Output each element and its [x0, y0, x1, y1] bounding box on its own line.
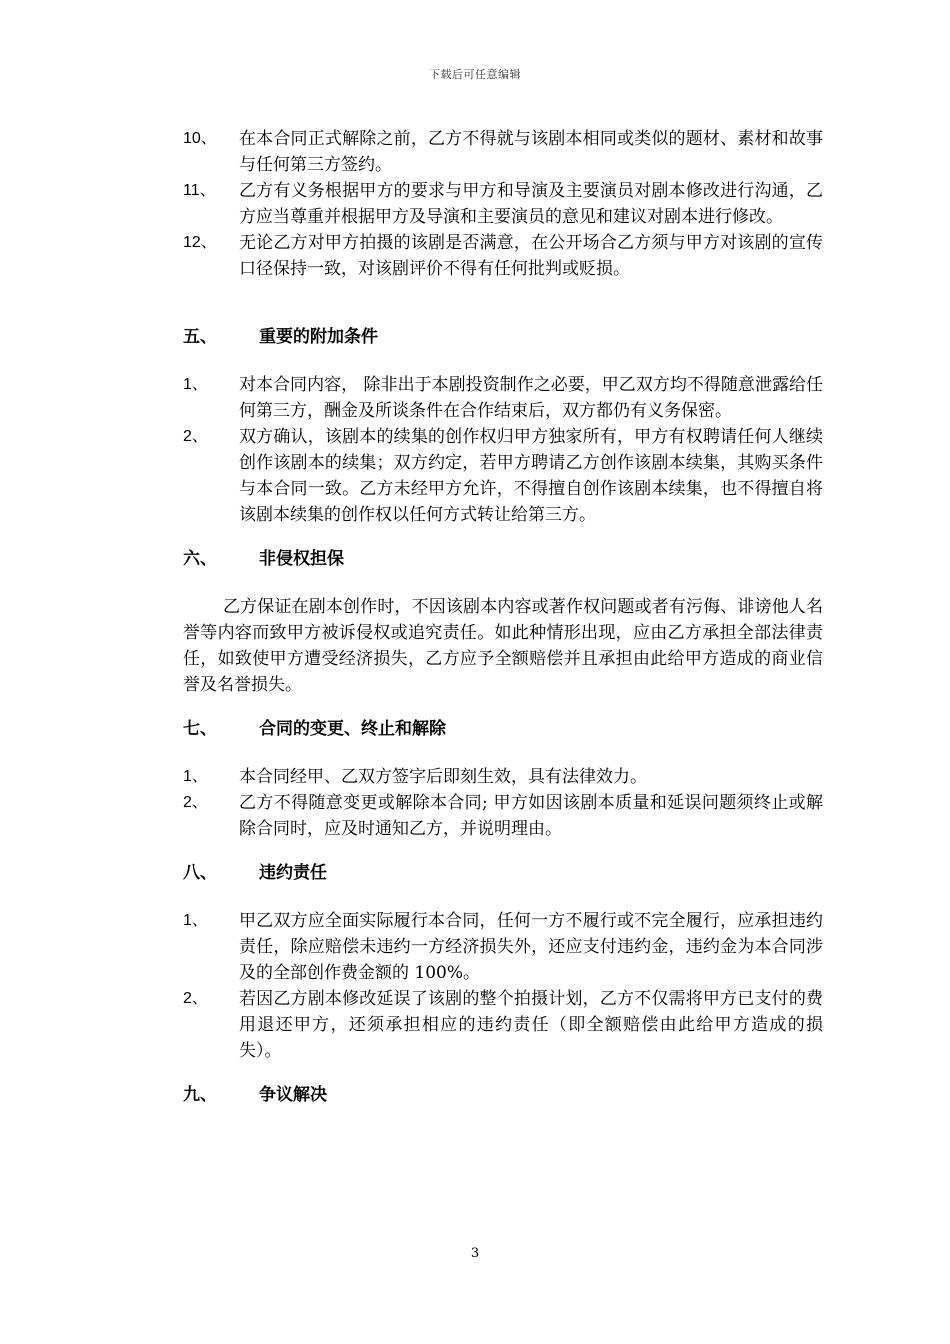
clause-item	[183, 764, 823, 790]
clause-item	[183, 908, 823, 986]
clause-number: 1、	[183, 912, 208, 929]
clause-item	[183, 424, 823, 528]
clause-text: 双方确认，该剧本的续集的创作权归甲方独家所有，甲方有权聘请任何人继续创作该剧本的续集；双方约定，若甲方聘请乙方创作该剧本续集，其购买条件与本合同一致。乙方未经甲方允许，不得擅自创作该剧本续集，也不得擅自将该剧本续集的创作权以任何方式转让给第三方。	[239, 427, 823, 525]
clause-item	[183, 986, 823, 1064]
clause-text: 无论乙方对甲方拍摄的该剧是否满意，在公开场合乙方须与甲方对该剧的宣传口径保持一致，对该剧评价不得有任何批判或贬损。	[239, 233, 823, 279]
section-number: 八、	[183, 863, 217, 883]
section-title: 违约责任	[259, 863, 327, 883]
clause-number: 10、	[183, 130, 217, 147]
header-note: 下载后可任意编辑	[429, 68, 521, 81]
clause-item	[183, 790, 823, 842]
section-number: 六、	[183, 549, 217, 569]
section-heading	[183, 546, 823, 572]
section-number: 九、	[183, 1085, 217, 1105]
section-heading	[183, 324, 823, 350]
clause-item	[183, 230, 823, 282]
section-paragraph: 乙方保证在剧本创作时，不因该剧本内容或著作权问题或者有污侮、诽谤他人名誉等内容而致甲方被诉侵权或追究责任。如此种情形出现，应由乙方承担全部法律责任，如致使甲方遭受经济损失，乙方应予全额赔偿并且承担由此给甲方造成的商业信誉及名誉损失。	[183, 597, 823, 695]
clause-item	[183, 178, 823, 230]
section-title: 争议解决	[259, 1085, 327, 1105]
section-number: 五、	[183, 327, 217, 347]
section-title: 非侵权担保	[259, 549, 344, 569]
clause-text: 若因乙方剧本修改延误了该剧的整个拍摄计划，乙方不仅需将甲方已支付的费用退还甲方，还须承担相应的违约责任（即全额赔偿由此给甲方造成的损失）。	[239, 989, 823, 1061]
clause-text: 在本合同正式解除之前，乙方不得就与该剧本相同或类似的题材、素材和故事与任何第三方签约。	[239, 129, 823, 175]
section-title: 重要的附加条件	[259, 327, 378, 347]
clause-text: 甲乙双方应全面实际履行本合同，任何一方不履行或不完全履行，应承担违约责任，除应赔偿未违约一方经济损失外，还应支付违约金，违约金为本合同涉及的全部创作费金额的 100%。	[239, 911, 823, 983]
clause-number: 12、	[183, 234, 217, 251]
clause-number: 1、	[183, 768, 208, 785]
page-number: 3	[470, 1246, 480, 1261]
clause-number: 11、	[183, 182, 216, 199]
section-heading	[183, 860, 823, 886]
clause-number: 2、	[183, 428, 208, 445]
section-number: 七、	[183, 719, 217, 739]
clause-number: 2、	[183, 990, 208, 1007]
clause-text: 本合同经甲、乙双方签字后即刻生效，具有法律效力。	[239, 767, 647, 787]
clause-text: 对本合同内容， 除非出于本剧投资制作之必要，甲乙双方均不得随意泄露给任何第三方，酬金及所谈条件在合作结束后，双方都仍有义务保密。	[239, 375, 823, 421]
clause-text: 乙方有义务根据甲方的要求与甲方和导演及主要演员对剧本修改进行沟通，乙方应当尊重并根据甲方及导演和主要演员的意见和建议对剧本进行修改。	[239, 181, 823, 227]
clause-item	[183, 372, 823, 424]
section-title: 合同的变更、终止和解除	[259, 719, 446, 739]
clause-number: 1、	[183, 376, 208, 393]
clause-text: 乙方不得随意变更或解除本合同; 甲方如因该剧本质量和延误问题须终止或解除合同时，应及时通知乙方，并说明理由。	[239, 793, 823, 839]
section-heading	[183, 1082, 823, 1108]
clause-number: 2、	[183, 794, 208, 811]
clause-item	[183, 126, 823, 178]
section-heading	[183, 716, 823, 742]
document-body	[183, 126, 823, 1108]
